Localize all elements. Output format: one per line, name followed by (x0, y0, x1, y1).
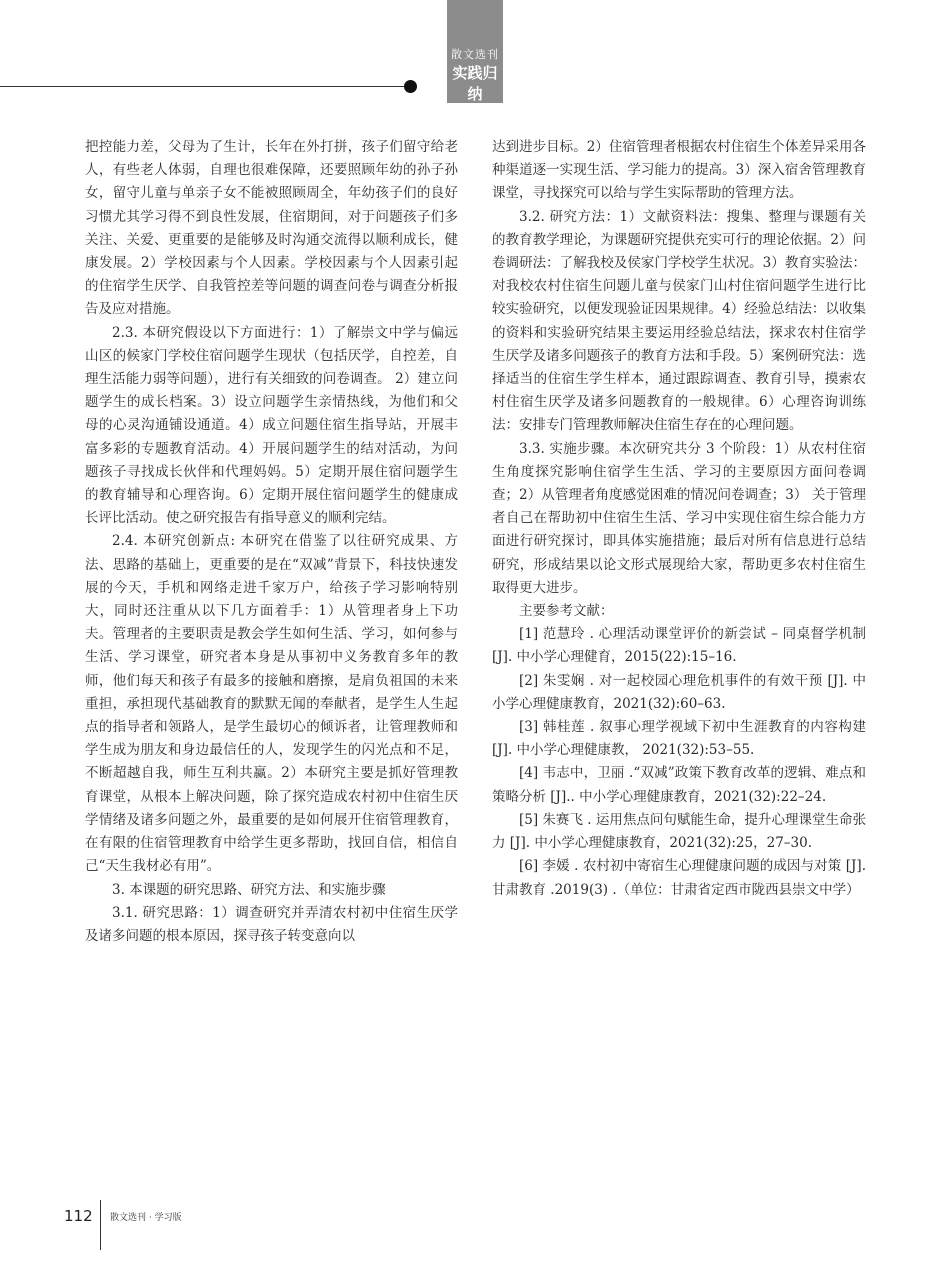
paragraph: [6] 李媛 . 农村初中寄宿生心理健康问题的成因与对策 [J]. 甘肃教育 .2019(3) .（单位：甘肃省定西市陇西县崇文中学） (492, 858, 866, 898)
section-header-tab (447, 0, 503, 103)
paragraph: 3.1. 研究思路：1）调查研究并弄清农村初中住宿生厌学及诸多问题的根本原因，探寻孩子转变意向以 (85, 904, 458, 944)
paragraph: 把控能力差，父母为了生计，长年在外打拼，孩子们留守给老人，有些老人体弱，自理也很难保障，还要照顾年幼的孙子孙女，留守儿童与单亲子女不能被照顾周全，年幼孩子们的良好习惯尤其学习得不到良性发展，住宿期间，对于问题孩子们多关注、关爱、更重要的是能够及时沟通交流得以顺利成长，健康发展。2）学校因素与个人因素。学校因素与个人因素引起的住宿学生厌学、自我管控差等问题的调查问卷与调查分析报告及应对措施。 (85, 139, 458, 318)
paragraph: [5] 朱赛飞 . 运用焦点问句赋能生命，提升心理课堂生命张力 [J]. 中小学心理健康教育，2021(32):25，27–30. (492, 811, 866, 852)
section-title: 实践归纳 (452, 64, 498, 103)
header-dot (404, 80, 417, 93)
page-footer (0, 1200, 300, 1250)
header-rule (0, 86, 410, 87)
paragraph: 3.2. 研究方法：1）文献资料法：搜集、整理与课题有关的教育教学理论，为课题研究提供充实可行的理论依据。2）问卷调研法：了解我校及侯家门学校学生状况。3）教育实验法：对我校农村住宿生问题儿童与侯家门山村住宿问题学生进行比较实验研究，以便发现验证因果规律。4）经验总结法：以收集的资料和实验研究结果主要运用经验总结法，探求农村住宿学生厌学及诸多问题孩子的教育方法和手段。5）案例研究法：选择适当的住宿生学生样本，通过跟踪调查、教育引导，摸索农村住宿生厌学及诸多问题教育的一般规律。6）心理咨询训练法：安排专门管理教师解决住宿生存在的心理问题。 (492, 208, 866, 434)
journal-name: 散文选刊 · 学习版 (110, 1213, 182, 1223)
paragraph: [4] 韦志中，卫丽 .“双减”政策下教育改革的逻辑、难点和策略分析 [J].. 中小学心理健康教育，2021(32):22–24. (492, 765, 866, 805)
paragraph: 达到进步目标。2）住宿管理者根据农村住宿生个体差异采用各种渠道逐一实现生活、学习能力的提高。3）深入宿舍管理教育课堂，寻找探究可以给与学生实际帮助的管理方法。 (492, 139, 866, 202)
page-number: 112 (64, 1207, 93, 1225)
paragraph: [2] 朱雯娴 . 对一起校园心理危机事件的有效干预 [J]. 中小学心理健康教育，2021(32):60–63. (492, 672, 866, 712)
paragraph: 3. 本课题的研究思路、研究方法、和实施步骤 (112, 881, 386, 898)
paragraph: 3.3. 实施步骤。本次研究共分 3 个阶段：1）从农村住宿生角度探究影响住宿学生生活、学习的主要原因方面问卷调查；2）从管理者角度感觉困难的情况问卷调查；3） 关于管理者自己在帮助初中住宿生生活、学习中实现住宿生综合能力方面进行研究探讨，即具体实施措施；最后对所有信息进行总结研究，形成结果以论文形式展现给大家，帮助更多农村住宿生取得更大进步。 (492, 440, 866, 596)
right-column (492, 136, 866, 902)
paragraph: 2.4. 本研究创新点: 本研究在借鉴了以往研究成果、方法、思路的基础上，更重要的是在“双减”背景下，科技快速发展的今天，手机和网络走进千家万户，给孩子学习影响特别大，同时还注重从以下几方面着手：1）从管理者身上下功夫。管理者的主要职责是教会学生如何生活、学习，如何参与生活、学习课堂，研究者本身是从事初中义务教育多年的教师，他们每天和孩子有最多的接触和磨擦，是肩负祖国的未来重担，承担现代基础教育的默默无闻的奉献者，是学生人生起点的指导者和领路人，是学生最切心的倾诉者，让管理教师和学生成为朋友和身边最信任的人，发现学生的闪光点和不足，不断超越自我，师生互利共赢。2）本研究主要是抓好管理教育课堂，从根本上解决问题，除了探究造成农村初中住宿生厌学情绪及诸多问题之外，最重要的是如何展开住宿管理教育，在有限的住宿管理教育中给学生更多帮助，找回自信，相信自己“天生我材必有用”。 (85, 533, 458, 875)
journal-tab-label: 散文选刊 (451, 48, 499, 61)
paragraph: [3] 韩桂莲 . 叙事心理学视域下初中生涯教育的内容构建 [J]. 中小学心理健康教， 2021(32):53–55. (492, 719, 866, 759)
paragraph: 主要参考文献： (519, 603, 614, 620)
paragraph: 2.3. 本研究假设以下方面进行：1）了解崇文中学与偏远山区的候家门学校住宿问题学生现状（包括厌学，自控差，自理生活能力弱等问题），进行有关细致的问卷调查。 2）建立问题学生的成长档案。3）设立问题学生亲情热线，为他们和父母的心灵沟通铺设通道。4）成立问题住宿生指导站，开展丰富多彩的专题教育活动。4）开展问题学生的结对活动，为问题孩子寻找成长伙伴和代理妈妈。5）定期开展住宿问题学生的教育辅导和心理咨询。6）定期开展住宿问题学生的健康成长评比活动。使之研究报告有指导意义的顺利完结。 (85, 324, 458, 527)
footer-divider (100, 1200, 101, 1250)
paragraph: [1] 范慧玲 . 心理活动课堂评价的新尝试 – 同桌督学机制 [J]. 中小学心理健育，2015(22):15–16. (492, 626, 866, 666)
left-column (85, 136, 458, 948)
